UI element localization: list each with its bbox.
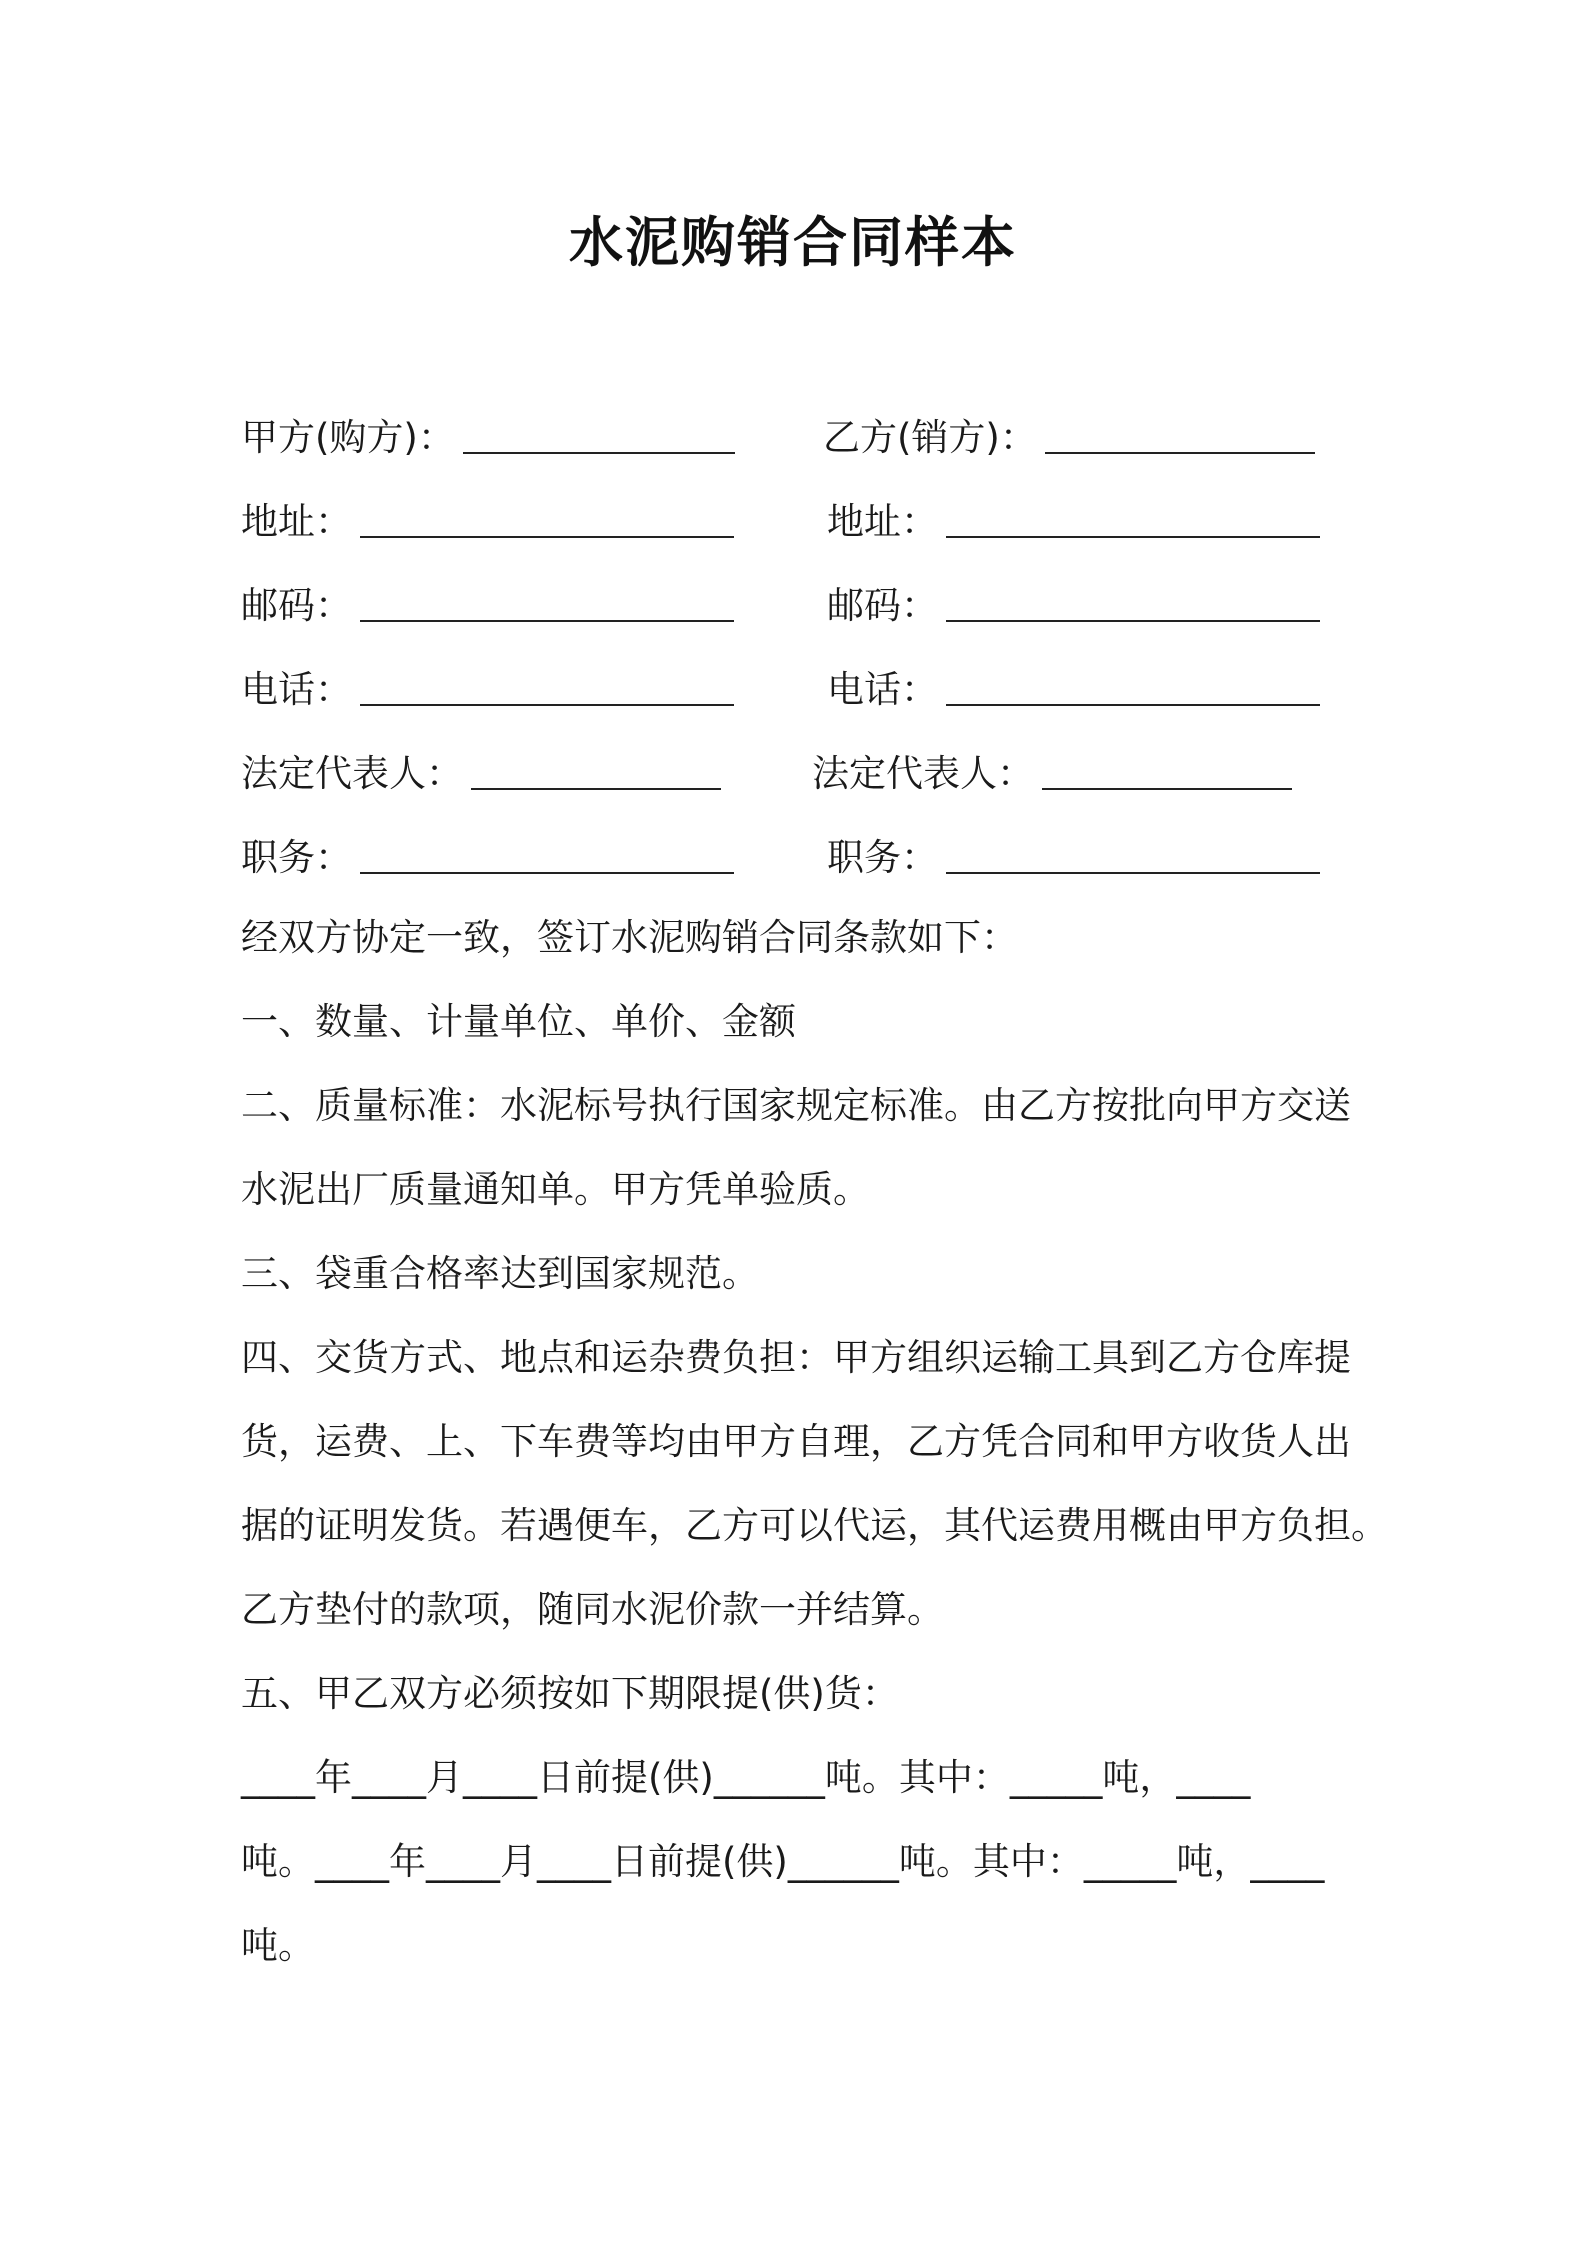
- clause-5-heading: 五、甲乙双方必须按如下期限提(供)货：: [241, 1672, 899, 1715]
- clause-5-schedule-line-1: ____年____月____日前提(供)______吨。其中：_____吨，____: [241, 1756, 1251, 1799]
- clause-1-heading: 一、数量、计量单位、单价、金额: [241, 1000, 796, 1043]
- seller-address-field: [827, 497, 1320, 547]
- buyer-postcode-blank[interactable]: [360, 584, 734, 622]
- seller-address-label: 地址：: [827, 500, 938, 543]
- clause-2-line-2: 水泥出厂质量通知单。甲方凭单验质。: [241, 1168, 870, 1211]
- buyer-position-blank[interactable]: [360, 836, 734, 874]
- buyer-postcode-field: [241, 581, 734, 631]
- buyer-postcode-label: 邮码：: [241, 584, 352, 627]
- buyer-name-blank[interactable]: [463, 416, 735, 454]
- agreement-intro: 经双方协定一致，签订水泥购销合同条款如下：: [241, 916, 1018, 959]
- buyer-legal-rep-label: 法定代表人：: [241, 752, 463, 795]
- buyer-phone-blank[interactable]: [360, 668, 734, 706]
- seller-position-blank[interactable]: [946, 836, 1320, 874]
- buyer-legal-rep-blank[interactable]: [471, 752, 721, 790]
- page-title: 水泥购销合同样本: [569, 211, 1017, 274]
- seller-postcode-label: 邮码：: [827, 584, 938, 627]
- clause-5-schedule-line-2: 吨。____年____月____日前提(供)______吨。其中：_____吨，____: [241, 1840, 1325, 1883]
- seller-postcode-blank[interactable]: [946, 584, 1320, 622]
- buyer-address-blank[interactable]: [360, 500, 734, 538]
- clause-4-line-2: 货，运费、上、下车费等均由甲方自理，乙方凭合同和甲方收货人出: [241, 1420, 1351, 1463]
- buyer-phone-field: [241, 665, 734, 715]
- buyer-legal-rep-field: [241, 749, 721, 799]
- seller-phone-blank[interactable]: [946, 668, 1320, 706]
- seller-legal-rep-blank[interactable]: [1042, 752, 1292, 790]
- buyer-address-label: 地址：: [241, 500, 352, 543]
- seller-legal-rep-label: 法定代表人：: [812, 752, 1034, 795]
- seller-name-field: [823, 413, 1315, 463]
- seller-phone-field: [827, 665, 1320, 715]
- clause-3: 三、袋重合格率达到国家规范。: [241, 1252, 759, 1295]
- buyer-position-label: 职务：: [241, 836, 352, 879]
- clause-2-line-1: 二、质量标准：水泥标号执行国家规定标准。由乙方按批向甲方交送: [241, 1084, 1351, 1127]
- clause-4-line-4: 乙方垫付的款项，随同水泥价款一并结算。: [241, 1588, 944, 1631]
- seller-address-blank[interactable]: [946, 500, 1320, 538]
- seller-position-field: [827, 833, 1320, 883]
- buyer-name-field: [241, 413, 735, 463]
- clause-4-line-1: 四、交货方式、地点和运杂费负担：甲方组织运输工具到乙方仓库提: [241, 1336, 1351, 1379]
- buyer-position-field: [241, 833, 734, 883]
- clause-5-schedule-line-3: 吨。: [241, 1924, 315, 1967]
- seller-legal-rep-field: [812, 749, 1292, 799]
- buyer-address-field: [241, 497, 734, 547]
- seller-name-label: 乙方(销方)：: [823, 416, 1037, 459]
- seller-position-label: 职务：: [827, 836, 938, 879]
- buyer-phone-label: 电话：: [241, 668, 352, 711]
- seller-postcode-field: [827, 581, 1320, 631]
- buyer-name-label: 甲方(购方)：: [241, 416, 455, 459]
- clause-4-line-3: 据的证明发货。若遇便车，乙方可以代运，其代运费用概由甲方负担。: [241, 1504, 1388, 1547]
- seller-name-blank[interactable]: [1045, 416, 1315, 454]
- seller-phone-label: 电话：: [827, 668, 938, 711]
